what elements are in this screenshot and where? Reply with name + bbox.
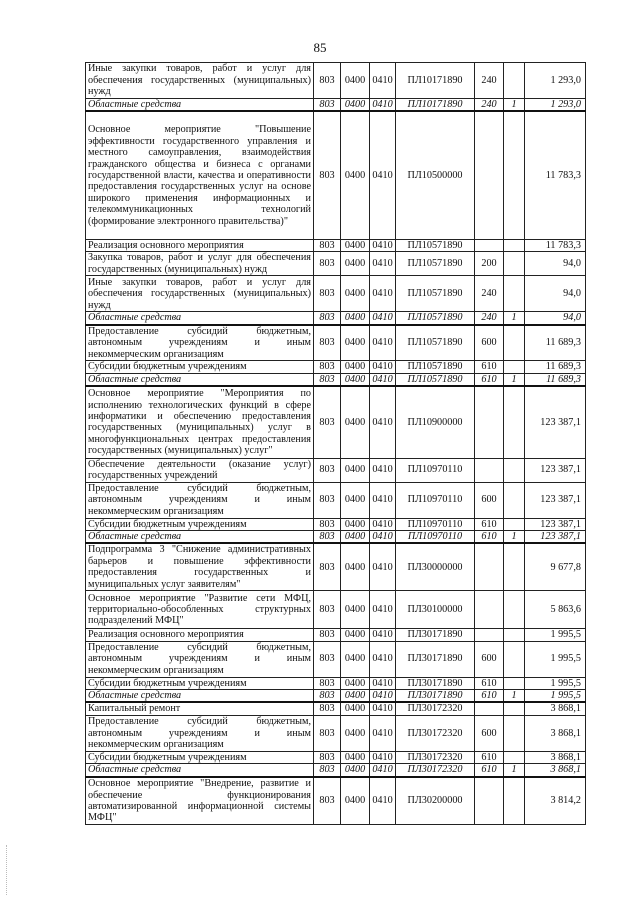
row-section-code: 0400 bbox=[341, 689, 370, 702]
row-subsection-code: 0410 bbox=[370, 361, 396, 373]
row-section-code: 0400 bbox=[341, 276, 370, 312]
row-target-article: ПЛ30200000 bbox=[396, 777, 475, 825]
row-funding-source: 1 bbox=[504, 312, 525, 325]
row-ministry-code: 803 bbox=[314, 629, 341, 641]
row-name: Реализация основного мероприятия bbox=[86, 239, 314, 251]
row-funding-source: 1 bbox=[504, 531, 525, 544]
row-expense-type: 610 bbox=[475, 531, 504, 544]
row-target-article: ПЛ10500000 bbox=[396, 111, 475, 239]
table-row bbox=[86, 751, 586, 763]
row-subsection-code: 0410 bbox=[370, 715, 396, 751]
table-row bbox=[86, 518, 586, 530]
row-section-code: 0400 bbox=[341, 325, 370, 361]
row-ministry-code: 803 bbox=[314, 111, 341, 239]
row-name: Основное мероприятие "Внедрение, развитие и обеспечение функционирования автоматизированной информационной системы МФЦ" bbox=[86, 777, 314, 825]
row-funding-source bbox=[504, 543, 525, 590]
row-name: Областные средства bbox=[86, 99, 314, 112]
row-expense-type: 240 bbox=[475, 99, 504, 112]
row-section-code: 0400 bbox=[341, 239, 370, 251]
row-funding-source bbox=[504, 641, 525, 677]
row-name: Субсидии бюджетным учреждениям bbox=[86, 677, 314, 689]
row-section-code: 0400 bbox=[341, 361, 370, 373]
table-row bbox=[86, 312, 586, 325]
row-expense-type: 610 bbox=[475, 764, 504, 777]
row-section-code: 0400 bbox=[341, 312, 370, 325]
table-row bbox=[86, 361, 586, 373]
row-amount: 1 995,5 bbox=[525, 629, 586, 641]
row-subsection-code: 0410 bbox=[370, 689, 396, 702]
row-ministry-code: 803 bbox=[314, 677, 341, 689]
row-subsection-code: 0410 bbox=[370, 518, 396, 530]
row-amount: 3 868,1 bbox=[525, 715, 586, 751]
row-amount: 123 387,1 bbox=[525, 518, 586, 530]
row-funding-source bbox=[504, 361, 525, 373]
row-amount: 11 689,3 bbox=[525, 361, 586, 373]
table-row bbox=[86, 677, 586, 689]
table-row bbox=[86, 458, 586, 482]
row-amount: 1 995,5 bbox=[525, 641, 586, 677]
row-funding-source bbox=[504, 629, 525, 641]
row-name: Основное мероприятие "Развитие сети МФЦ, территориально-обособленных структурных подразделений МФЦ" bbox=[86, 591, 314, 629]
row-expense-type bbox=[475, 702, 504, 715]
row-section-code: 0400 bbox=[341, 543, 370, 590]
row-ministry-code: 803 bbox=[314, 641, 341, 677]
table-row bbox=[86, 99, 586, 112]
row-subsection-code: 0410 bbox=[370, 111, 396, 239]
row-expense-type: 610 bbox=[475, 751, 504, 763]
row-expense-type: 610 bbox=[475, 373, 504, 386]
row-expense-type bbox=[475, 111, 504, 239]
row-expense-type: 610 bbox=[475, 677, 504, 689]
row-target-article: ПЛ10900000 bbox=[396, 386, 475, 458]
row-amount: 11 783,3 bbox=[525, 239, 586, 251]
row-name: Подпрограмма 3 "Снижение административных барьеров и повышение эффективности предоставления государственных и муниципальных услуг заявителям" bbox=[86, 543, 314, 590]
row-ministry-code: 803 bbox=[314, 777, 341, 825]
row-target-article: ПЛ30172320 bbox=[396, 764, 475, 777]
table-row bbox=[86, 373, 586, 386]
row-target-article: ПЛ30171890 bbox=[396, 677, 475, 689]
row-name: Капитальный ремонт bbox=[86, 702, 314, 715]
row-funding-source bbox=[504, 239, 525, 251]
row-amount: 11 783,3 bbox=[525, 111, 586, 239]
row-amount: 123 387,1 bbox=[525, 458, 586, 482]
row-amount: 3 868,1 bbox=[525, 764, 586, 777]
table-row bbox=[86, 531, 586, 544]
row-target-article: ПЛ10571890 bbox=[396, 252, 475, 276]
row-amount: 1 293,0 bbox=[525, 99, 586, 112]
row-target-article: ПЛ30171890 bbox=[396, 629, 475, 641]
row-subsection-code: 0410 bbox=[370, 531, 396, 544]
row-subsection-code: 0410 bbox=[370, 239, 396, 251]
row-ministry-code: 803 bbox=[314, 63, 341, 99]
row-subsection-code: 0410 bbox=[370, 543, 396, 590]
row-name: Закупка товаров, работ и услуг для обеспечения государственных (муниципальных) нужд bbox=[86, 252, 314, 276]
row-subsection-code: 0410 bbox=[370, 373, 396, 386]
row-funding-source bbox=[504, 63, 525, 99]
row-subsection-code: 0410 bbox=[370, 641, 396, 677]
row-funding-source: 1 bbox=[504, 764, 525, 777]
row-subsection-code: 0410 bbox=[370, 591, 396, 629]
row-target-article: ПЛ30100000 bbox=[396, 591, 475, 629]
row-target-article: ПЛ10970110 bbox=[396, 531, 475, 544]
row-section-code: 0400 bbox=[341, 629, 370, 641]
page-number: 85 bbox=[313, 40, 327, 55]
row-target-article: ПЛ10171890 bbox=[396, 63, 475, 99]
row-section-code: 0400 bbox=[341, 99, 370, 112]
row-funding-source bbox=[504, 777, 525, 825]
row-amount: 9 677,8 bbox=[525, 543, 586, 590]
row-ministry-code: 803 bbox=[314, 751, 341, 763]
row-name: Субсидии бюджетным учреждениям bbox=[86, 518, 314, 530]
row-name: Предоставление субсидий бюджетным, автономным учреждениям и иным некоммерческим организациям bbox=[86, 715, 314, 751]
budget-table bbox=[85, 62, 586, 825]
table-row bbox=[86, 63, 586, 99]
row-amount: 11 689,3 bbox=[525, 325, 586, 361]
row-ministry-code: 803 bbox=[314, 482, 341, 518]
row-subsection-code: 0410 bbox=[370, 325, 396, 361]
row-subsection-code: 0410 bbox=[370, 629, 396, 641]
row-funding-source bbox=[504, 458, 525, 482]
row-ministry-code: 803 bbox=[314, 325, 341, 361]
row-funding-source bbox=[504, 386, 525, 458]
row-name: Областные средства bbox=[86, 531, 314, 544]
row-expense-type: 600 bbox=[475, 482, 504, 518]
row-amount: 11 689,3 bbox=[525, 373, 586, 386]
row-target-article: ПЛ10571890 bbox=[396, 361, 475, 373]
row-amount: 3 868,1 bbox=[525, 751, 586, 763]
row-funding-source bbox=[504, 677, 525, 689]
row-target-article: ПЛ30172320 bbox=[396, 751, 475, 763]
row-subsection-code: 0410 bbox=[370, 386, 396, 458]
row-section-code: 0400 bbox=[341, 531, 370, 544]
row-ministry-code: 803 bbox=[314, 518, 341, 530]
row-funding-source: 1 bbox=[504, 373, 525, 386]
row-expense-type bbox=[475, 543, 504, 590]
row-subsection-code: 0410 bbox=[370, 482, 396, 518]
row-funding-source bbox=[504, 751, 525, 763]
row-amount: 123 387,1 bbox=[525, 386, 586, 458]
row-name: Областные средства bbox=[86, 373, 314, 386]
row-subsection-code: 0410 bbox=[370, 99, 396, 112]
row-subsection-code: 0410 bbox=[370, 764, 396, 777]
row-ministry-code: 803 bbox=[314, 764, 341, 777]
row-name: Областные средства bbox=[86, 312, 314, 325]
table-row bbox=[86, 325, 586, 361]
row-amount: 1 293,0 bbox=[525, 63, 586, 99]
row-ministry-code: 803 bbox=[314, 702, 341, 715]
row-funding-source: 1 bbox=[504, 689, 525, 702]
row-ministry-code: 803 bbox=[314, 252, 341, 276]
row-expense-type: 600 bbox=[475, 715, 504, 751]
row-name: Субсидии бюджетным учреждениям bbox=[86, 361, 314, 373]
row-expense-type bbox=[475, 777, 504, 825]
row-funding-source bbox=[504, 111, 525, 239]
row-ministry-code: 803 bbox=[314, 458, 341, 482]
row-expense-type bbox=[475, 239, 504, 251]
row-target-article: ПЛ30171890 bbox=[396, 641, 475, 677]
row-amount: 3 868,1 bbox=[525, 702, 586, 715]
scan-edge-dots bbox=[6, 845, 11, 895]
row-amount: 94,0 bbox=[525, 312, 586, 325]
row-amount: 123 387,1 bbox=[525, 482, 586, 518]
row-target-article: ПЛ10571890 bbox=[396, 239, 475, 251]
row-section-code: 0400 bbox=[341, 751, 370, 763]
row-amount: 3 814,2 bbox=[525, 777, 586, 825]
row-ministry-code: 803 bbox=[314, 239, 341, 251]
budget-table-body bbox=[86, 63, 586, 825]
row-name: Иные закупки товаров, работ и услуг для обеспечения государственных (муниципальных) нужд bbox=[86, 276, 314, 312]
row-ministry-code: 803 bbox=[314, 715, 341, 751]
row-target-article: ПЛ30172320 bbox=[396, 702, 475, 715]
table-row bbox=[86, 715, 586, 751]
row-section-code: 0400 bbox=[341, 518, 370, 530]
row-amount: 94,0 bbox=[525, 252, 586, 276]
row-subsection-code: 0410 bbox=[370, 252, 396, 276]
table-row bbox=[86, 543, 586, 590]
row-expense-type bbox=[475, 458, 504, 482]
row-expense-type: 600 bbox=[475, 641, 504, 677]
table-row bbox=[86, 629, 586, 641]
row-name: Основное мероприятие "Мероприятия по исполнению технологических функций в сфере информатики и обеспечению предоставления государственных (муниципальных) услуг в многофункциональных центрах предоставления государственных (муниципальных) услуг" bbox=[86, 386, 314, 458]
row-ministry-code: 803 bbox=[314, 689, 341, 702]
row-target-article: ПЛ10171890 bbox=[396, 99, 475, 112]
row-name: Иные закупки товаров, работ и услуг для обеспечения государственных (муниципальных) нужд bbox=[86, 63, 314, 99]
row-expense-type: 240 bbox=[475, 63, 504, 99]
row-ministry-code: 803 bbox=[314, 312, 341, 325]
row-funding-source: 1 bbox=[504, 99, 525, 112]
row-funding-source bbox=[504, 276, 525, 312]
row-expense-type: 240 bbox=[475, 312, 504, 325]
table-row bbox=[86, 591, 586, 629]
row-name: Субсидии бюджетным учреждениям bbox=[86, 751, 314, 763]
row-funding-source bbox=[504, 252, 525, 276]
row-section-code: 0400 bbox=[341, 63, 370, 99]
row-expense-type: 610 bbox=[475, 689, 504, 702]
row-target-article: ПЛ10571890 bbox=[396, 312, 475, 325]
row-target-article: ПЛ10970110 bbox=[396, 518, 475, 530]
row-section-code: 0400 bbox=[341, 386, 370, 458]
row-section-code: 0400 bbox=[341, 252, 370, 276]
row-target-article: ПЛ10571890 bbox=[396, 325, 475, 361]
row-funding-source bbox=[504, 482, 525, 518]
row-target-article: ПЛ10571890 bbox=[396, 373, 475, 386]
row-ministry-code: 803 bbox=[314, 386, 341, 458]
table-row bbox=[86, 252, 586, 276]
row-section-code: 0400 bbox=[341, 482, 370, 518]
row-subsection-code: 0410 bbox=[370, 702, 396, 715]
row-section-code: 0400 bbox=[341, 677, 370, 689]
row-section-code: 0400 bbox=[341, 777, 370, 825]
row-name: Обеспечение деятельности (оказание услуг) государственных учреждений bbox=[86, 458, 314, 482]
row-amount: 1 995,5 bbox=[525, 689, 586, 702]
table-row bbox=[86, 641, 586, 677]
row-funding-source bbox=[504, 715, 525, 751]
row-expense-type: 610 bbox=[475, 518, 504, 530]
row-ministry-code: 803 bbox=[314, 543, 341, 590]
row-subsection-code: 0410 bbox=[370, 751, 396, 763]
table-row bbox=[86, 689, 586, 702]
row-expense-type: 610 bbox=[475, 361, 504, 373]
row-ministry-code: 803 bbox=[314, 531, 341, 544]
table-row bbox=[86, 764, 586, 777]
row-target-article: ПЛ30171890 bbox=[396, 689, 475, 702]
table-row bbox=[86, 777, 586, 825]
row-target-article: ПЛ30172320 bbox=[396, 715, 475, 751]
row-target-article: ПЛ30000000 bbox=[396, 543, 475, 590]
row-section-code: 0400 bbox=[341, 458, 370, 482]
row-section-code: 0400 bbox=[341, 591, 370, 629]
row-section-code: 0400 bbox=[341, 715, 370, 751]
table-row bbox=[86, 482, 586, 518]
row-subsection-code: 0410 bbox=[370, 458, 396, 482]
row-funding-source bbox=[504, 325, 525, 361]
row-section-code: 0400 bbox=[341, 373, 370, 386]
row-subsection-code: 0410 bbox=[370, 63, 396, 99]
row-funding-source bbox=[504, 518, 525, 530]
row-subsection-code: 0410 bbox=[370, 777, 396, 825]
row-name: Предоставление субсидий бюджетным, автономным учреждениям и иным некоммерческим организациям bbox=[86, 482, 314, 518]
table-row bbox=[86, 702, 586, 715]
row-section-code: 0400 bbox=[341, 641, 370, 677]
row-amount: 5 863,6 bbox=[525, 591, 586, 629]
row-expense-type: 200 bbox=[475, 252, 504, 276]
row-amount: 123 387,1 bbox=[525, 531, 586, 544]
row-expense-type bbox=[475, 386, 504, 458]
row-expense-type: 600 bbox=[475, 325, 504, 361]
table-row bbox=[86, 239, 586, 251]
row-expense-type: 240 bbox=[475, 276, 504, 312]
row-amount: 94,0 bbox=[525, 276, 586, 312]
row-section-code: 0400 bbox=[341, 764, 370, 777]
row-target-article: ПЛ10970110 bbox=[396, 482, 475, 518]
row-name: Предоставление субсидий бюджетным, автономным учреждениям и иным некоммерческим организациям bbox=[86, 641, 314, 677]
row-ministry-code: 803 bbox=[314, 361, 341, 373]
row-name: Предоставление субсидий бюджетным, автономным учреждениям и иным некоммерческим организациям bbox=[86, 325, 314, 361]
row-subsection-code: 0410 bbox=[370, 276, 396, 312]
row-ministry-code: 803 bbox=[314, 373, 341, 386]
row-ministry-code: 803 bbox=[314, 276, 341, 312]
row-ministry-code: 803 bbox=[314, 591, 341, 629]
row-name: Областные средства bbox=[86, 764, 314, 777]
table-row bbox=[86, 276, 586, 312]
table-row bbox=[86, 386, 586, 458]
row-section-code: 0400 bbox=[341, 111, 370, 239]
row-name: Реализация основного мероприятия bbox=[86, 629, 314, 641]
row-section-code: 0400 bbox=[341, 702, 370, 715]
row-subsection-code: 0410 bbox=[370, 312, 396, 325]
row-target-article: ПЛ10970110 bbox=[396, 458, 475, 482]
row-subsection-code: 0410 bbox=[370, 677, 396, 689]
row-funding-source bbox=[504, 702, 525, 715]
table-row bbox=[86, 111, 586, 239]
row-target-article: ПЛ10571890 bbox=[396, 276, 475, 312]
row-amount: 1 995,5 bbox=[525, 677, 586, 689]
row-ministry-code: 803 bbox=[314, 99, 341, 112]
row-expense-type bbox=[475, 629, 504, 641]
row-name: Основное мероприятие "Повышение эффективности государственного управления и местного самоуправления, взаимодействия гражданского общества и бизнеса с органами государственной власти, качества и оперативности предоставления государственных услуг на основе широкого применения информационных и телекоммуникационных технологий (формирование электронного правительства)" bbox=[86, 111, 314, 239]
row-funding-source bbox=[504, 591, 525, 629]
row-name: Областные средства bbox=[86, 689, 314, 702]
row-expense-type bbox=[475, 591, 504, 629]
